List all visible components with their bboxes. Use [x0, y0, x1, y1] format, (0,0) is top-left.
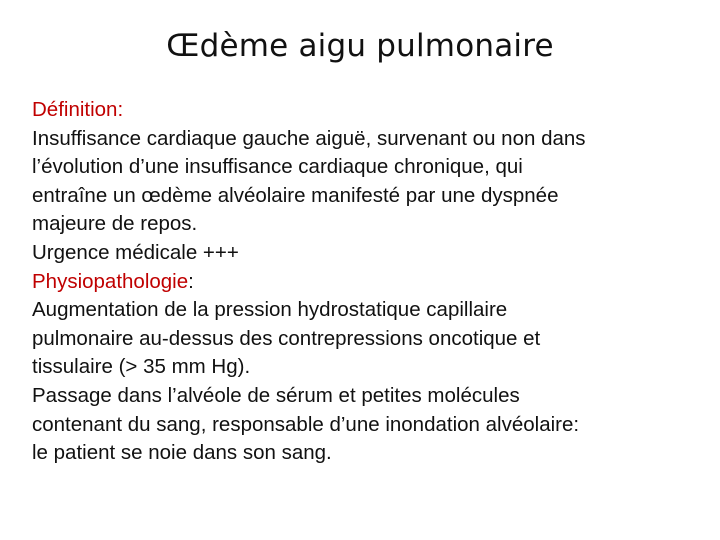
slide-title: Œdème aigu pulmonaire: [166, 28, 554, 64]
physiopathology-heading-row: [32, 268, 692, 297]
physiopathology-line: le patient se noie dans son sang.: [32, 441, 332, 465]
physiopathology-line: Passage dans l’alvéole de sérum et petites molécules: [32, 383, 520, 407]
definition-line: Insuffisance cardiaque gauche aiguë, survenant ou non dans: [32, 126, 586, 150]
definition-heading: Définition:: [32, 98, 124, 121]
physiopathology-line: contenant du sang, responsable d’une inondation alvéolaire:: [32, 412, 580, 436]
physiopathology-line: pulmonaire au-dessus des contrepressions oncotique et: [32, 326, 541, 350]
definition-line: majeure de repos.: [32, 212, 198, 236]
physiopathology-heading: Physiopathologie: [32, 269, 189, 293]
physiopathology-line: Augmentation de la pression hydrostatique capillaire: [32, 298, 508, 322]
slide-body: [32, 96, 692, 468]
physiopathology-line: tissulaire (> 35 mm Hg).: [32, 355, 251, 379]
definition-line: entraîne un œdème alvéolaire manifesté par une dyspnée: [32, 183, 559, 207]
physiopathology-heading-colon: :: [188, 269, 194, 293]
definition-line: l’évolution d’une insuffisance cardiaque chronique, qui: [32, 155, 523, 179]
urgency-line: Urgence médicale +++: [32, 240, 239, 264]
